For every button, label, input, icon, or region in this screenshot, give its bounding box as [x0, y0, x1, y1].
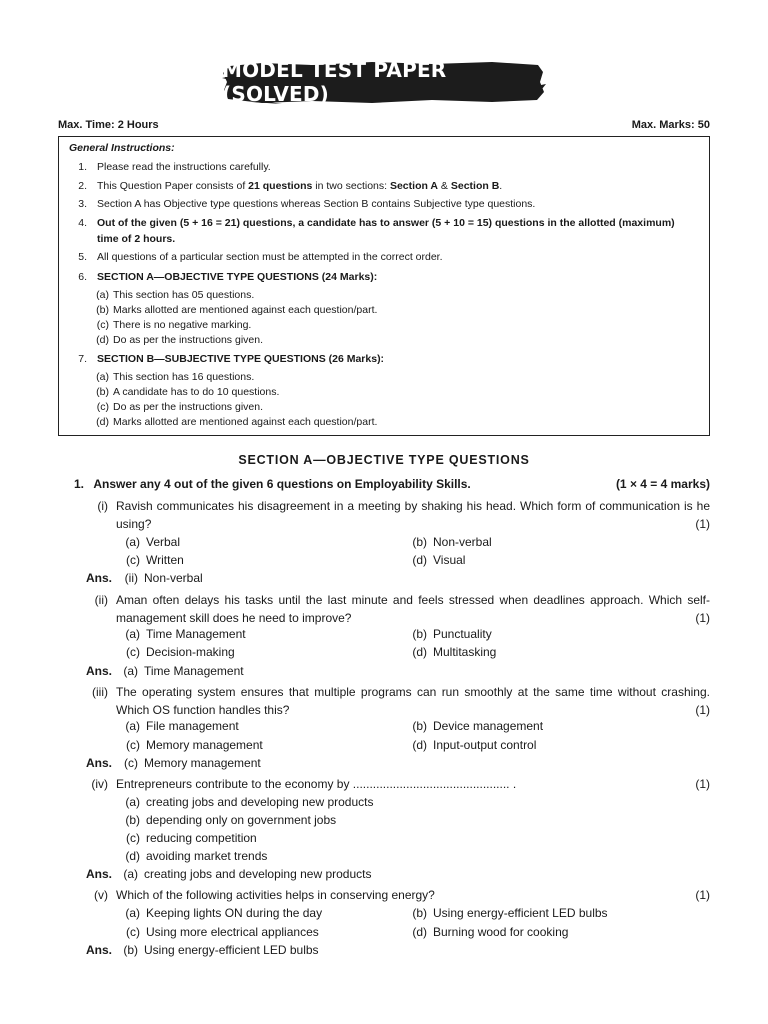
- question-1: [74, 477, 710, 491]
- title-banner: [222, 60, 546, 104]
- option: (a) creating jobs and developing new products: [125, 795, 374, 809]
- instruction-item: 6. SECTION A—OBJECTIVE TYPE QUESTIONS (24 Marks):: [78, 271, 378, 283]
- answer: Ans. (c) Memory management: [86, 756, 261, 770]
- exam-meta: [58, 119, 710, 131]
- option: (b) Non-verbal: [412, 535, 492, 549]
- instruction-subitem: (c) Do as per the instructions given.: [96, 401, 263, 413]
- page-title: MODEL TEST PAPER (SOLVED): [222, 58, 447, 106]
- subquestion-ii: (ii) Aman often delays his tasks until the last minute and feels stressed when deadlines approach. Which self-management skill does he need to improve? (1): [94, 593, 710, 625]
- instruction-item: 4. Out of the given (5 + 16 = 21) questions, a candidate has to answer (5 + 10 = 15) questions in the allotted (maximum) time of 2 hours.: [78, 217, 675, 245]
- instruction-subitem: (a) This section has 05 questions.: [96, 289, 255, 301]
- max-time: Max. Time: 2 Hours: [58, 119, 159, 131]
- option: (a) Keeping lights ON during the day: [125, 906, 323, 920]
- option: (b) depending only on government jobs: [125, 813, 337, 827]
- answer: Ans. (ii) Non-verbal: [86, 571, 203, 585]
- option: (d) Visual: [412, 553, 466, 567]
- instruction-subitem: (c) There is no negative marking.: [96, 319, 252, 331]
- general-instructions-box: [58, 136, 710, 436]
- answer: Ans. (a) creating jobs and developing new products: [86, 867, 372, 881]
- option: (b) Punctuality: [412, 627, 492, 641]
- instruction-item: 5. All questions of a particular section must be attempted in the correct order.: [78, 251, 443, 263]
- option: (a) Verbal: [125, 535, 181, 549]
- section-a-heading: SECTION A—OBJECTIVE TYPE QUESTIONS: [238, 453, 530, 467]
- option: (d) Burning wood for cooking: [412, 925, 569, 939]
- option: (c) reducing competition: [126, 831, 257, 845]
- option: (d) Multitasking: [412, 645, 497, 659]
- option: (c) Written: [126, 553, 184, 567]
- option: (d) Input-output control: [412, 738, 537, 752]
- instruction-subitem: (b) Marks allotted are mentioned against each question/part.: [96, 304, 378, 316]
- subquestion-v: (v) Which of the following activities helps in conserving energy? (1): [94, 888, 710, 902]
- instruction-subitem: (d) Do as per the instructions given.: [96, 334, 263, 346]
- option: (c) Decision-making: [126, 645, 235, 659]
- question-text: Answer any 4 out of the given 6 questions on Employability Skills.: [93, 477, 471, 491]
- subquestion-iii: (iii) The operating system ensures that multiple programs can run smoothly at the same time without crashing. Which OS function handles this? (1): [92, 685, 710, 717]
- option: (c) Memory management: [126, 738, 263, 752]
- instructions-heading: General Instructions:: [69, 142, 175, 154]
- answer: Ans. (b) Using energy-efficient LED bulbs: [86, 943, 319, 957]
- instruction-subitem: (b) A candidate has to do 10 questions.: [96, 386, 280, 398]
- instruction-item: 2. This Question Paper consists of 21 questions in two sections: Section A & Section B.: [78, 180, 503, 192]
- subquestion-i: (i) Ravish communicates his disagreement in a meeting by shaking his head. Which form of communication is he using? (1): [97, 499, 710, 531]
- option: (b) Using energy-efficient LED bulbs: [412, 906, 608, 920]
- answer: Ans. (a) Time Management: [86, 664, 244, 678]
- max-marks: Max. Marks: 50: [631, 119, 710, 131]
- instruction-subitem: (d) Marks allotted are mentioned against each question/part.: [96, 416, 378, 428]
- option: (a) File management: [125, 719, 239, 733]
- option: (d) avoiding market trends: [125, 849, 268, 863]
- option: (b) Device management: [412, 719, 544, 733]
- instruction-item: 7. SECTION B—SUBJECTIVE TYPE QUESTIONS (26 Marks):: [78, 353, 385, 365]
- subquestion-iv: (iv) Entrepreneurs contribute to the economy by ............................................... . (1): [91, 777, 710, 791]
- instruction-subitem: (a) This section has 16 questions.: [96, 371, 255, 383]
- instruction-item: 1. Please read the instructions carefully.: [78, 161, 271, 173]
- question-number: 1.: [74, 477, 85, 491]
- option: (c) Using more electrical appliances: [126, 925, 319, 939]
- instruction-item: 3. Section A has Objective type questions whereas Section B contains Subjective type questions.: [78, 198, 536, 210]
- question-marks: (1 × 4 = 4 marks): [615, 477, 710, 491]
- option: (a) Time Management: [125, 627, 246, 641]
